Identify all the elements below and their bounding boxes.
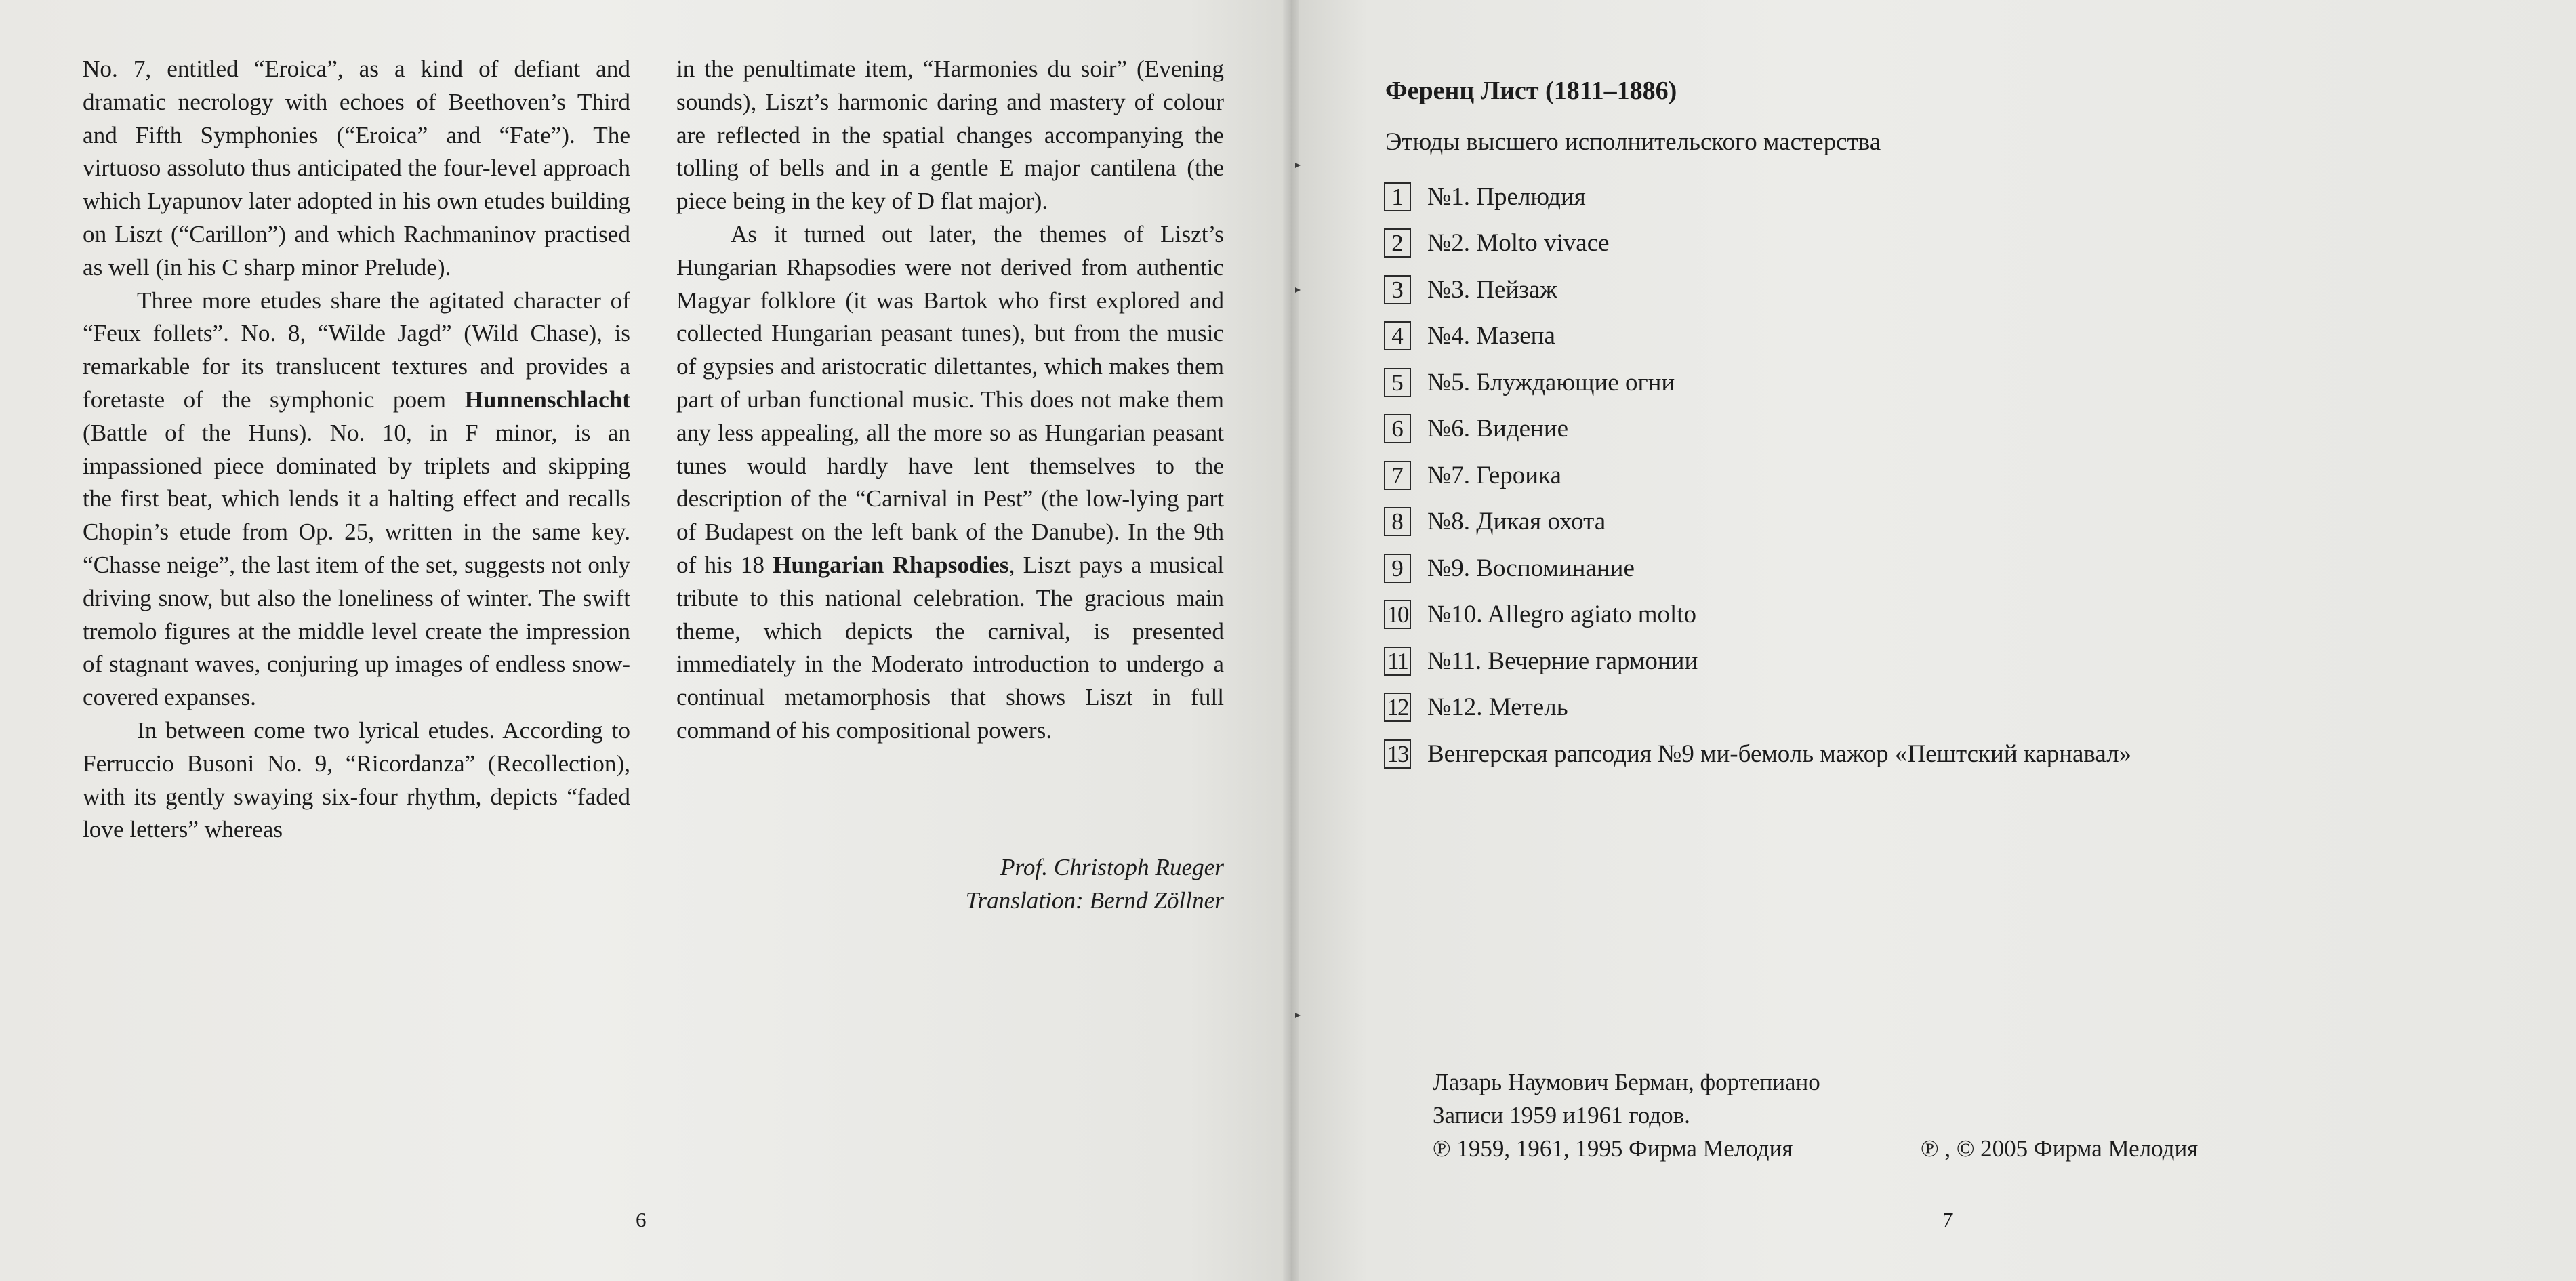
bold-title: Hungarian Rhapsodies (773, 551, 1009, 578)
track-title: №1. Прелюдия (1427, 182, 1586, 211)
track-title: №3. Пейзаж (1427, 275, 1557, 304)
signature-block (676, 851, 1224, 917)
translator-name: Translation: Bernd Zöllner (965, 887, 1224, 914)
paragraph-text: (Battle of the Huns). No. 10, in F minor, is an impassioned piece dominated by triplets and skipping the first beat, which lends it a halting effect and recalls Chopin’s etude from Op. 25, written in the same key. “Chasse neige”, the last item of the set, suggests not only driving snow, but also the loneliness of winter. The swift tremolo figures at the middle level create the impression of stagnant waves, conjuring up images of endless snow-covered expanses. (83, 419, 630, 711)
album-title: Ференц Лист (1811–1886) (1385, 77, 1677, 105)
track-item (1384, 313, 2131, 360)
paragraph-text: , Liszt pays a musical tribute to this national celebration. The gracious main theme, which depicts the carnival, is presented immediately in the Moderato introduction to undergo a continual metamorphosis that shows Liszt in full command of his compositional powers. (676, 551, 1224, 744)
track-title: №8. Дикая охота (1427, 508, 1606, 536)
track-item (1384, 731, 2131, 777)
track-item (1384, 174, 2131, 220)
author-name: Prof. Christoph Rueger (1000, 854, 1224, 880)
track-title: Венгерская рапсодия №9 ми-бемоль мажор «Пештский карнавал» (1427, 739, 2132, 768)
page-number-right: 7 (1942, 1208, 1953, 1232)
track-number-box: 12 (1384, 693, 1411, 722)
track-title: №4. Мазепа (1427, 322, 1555, 350)
track-item (1384, 359, 2131, 406)
track-item (1384, 685, 2131, 731)
track-item (1384, 499, 2131, 546)
paragraph-text: No. 7, entitled “Eroica”, as a kind of defiant and dramatic necrology with echoes of Beethoven’s Third and Fifth Symphonies (“Eroica” and “Fate”). The virtuoso assoluto thus anticipated the four-level approach which Lyapunov later adopted in his own etudes building on Liszt (“Carillon”) and which Rachmaninov practised as well (in his C sharp minor Prelude). (83, 56, 630, 281)
paragraph (676, 218, 1224, 748)
album-subtitle: Этюды высшего исполнительского мастерства (1385, 128, 1881, 156)
track-number-box: 7 (1384, 461, 1411, 490)
paragraph-text: In between come two lyrical etudes. According to Ferruccio Busoni No. 9, “Ricordanza” (Recollection), with its gently swaying six-four rhythm, depicts “faded love letters” whereas (83, 716, 630, 843)
track-item (1384, 266, 2131, 313)
track-number-box: 10 (1384, 600, 1411, 629)
phonogram-notice-2: ℗ , © 2005 Фирма Мелодия (1921, 1135, 2199, 1162)
recording-years: Записи 1959 и1961 годов. (1433, 1102, 1690, 1128)
track-title: №9. Воспоминание (1427, 554, 1635, 582)
track-title: №11. Вечерние гармонии (1427, 647, 1698, 675)
track-number-box: 2 (1384, 228, 1411, 258)
phonogram-notice-1: ℗ 1959, 1961, 1995 Фирма Мелодия (1433, 1135, 1793, 1162)
track-number-box: 9 (1384, 554, 1411, 583)
paragraph-text: As it turned out later, the themes of Liszt’s Hungarian Rhapsodies were not derived from authentic Magyar folklore (it was Bartok who first explored and collected Hungarian peasant tunes), but from the music of gypsies and aristocratic dilettantes, which makes them part of urban functional music. This does not make them any less appealing, all the more so as Hungarian peasant tunes would hardly have lent themselves to the description of the “Carnival in Pest” (the low-lying part of Budapest on the left bank of the Danube). In the 9th of his 18 (676, 220, 1224, 578)
paragraph (83, 285, 630, 714)
paragraph-text: in the penultimate item, “Harmonies du soir” (Evening sounds), Liszt’s harmonic daring and mastery of colour are reflected in the spatial changes accompanying the tolling of bells and in a gentle E major cantilena (the piece being in the key of D flat major). (676, 56, 1224, 215)
track-item (1384, 406, 2131, 453)
book-gutter (1283, 0, 1299, 1281)
track-number-box: 3 (1384, 275, 1411, 304)
paragraph (676, 53, 1224, 218)
track-number-box: 5 (1384, 368, 1411, 397)
paragraph-text: Three more etudes share the agitated character of “Feux follets”. No. 8, “Wilde Jagd” (Wild Chase), is remarkable for its translucent textures and provides a foretaste of the symphonic poem (83, 287, 630, 413)
track-item (1384, 638, 2131, 685)
track-number-box: 8 (1384, 507, 1411, 536)
track-title: №2. Molto vivace (1427, 229, 1610, 258)
track-number-box: 1 (1384, 182, 1411, 211)
track-number-box: 6 (1384, 414, 1411, 443)
track-item (1384, 220, 2131, 267)
paragraph (83, 53, 630, 285)
track-item (1384, 592, 2131, 638)
paragraph (83, 714, 630, 847)
track-title: №6. Видение (1427, 415, 1569, 443)
track-number-box: 13 (1384, 739, 1411, 769)
track-title: №12. Метель (1427, 693, 1568, 722)
track-item (1384, 452, 2131, 499)
credits (1433, 1065, 1820, 1165)
track-number-box: 11 (1384, 647, 1411, 676)
track-title: №7. Героика (1427, 461, 1561, 489)
track-number-box: 4 (1384, 321, 1411, 350)
track-item (1384, 545, 2131, 592)
performer: Лазарь Наумович Берман, фортепиано (1433, 1069, 1820, 1095)
text-column-2 (676, 53, 1224, 748)
text-column-1 (83, 53, 630, 847)
track-list (1384, 174, 2131, 777)
bold-title: Hunnenschlacht (464, 386, 630, 413)
track-title: №5. Блуждающие огни (1427, 368, 1675, 396)
page-number-left: 6 (636, 1208, 647, 1232)
track-title: №10. Allegro agiato molto (1427, 601, 1697, 629)
